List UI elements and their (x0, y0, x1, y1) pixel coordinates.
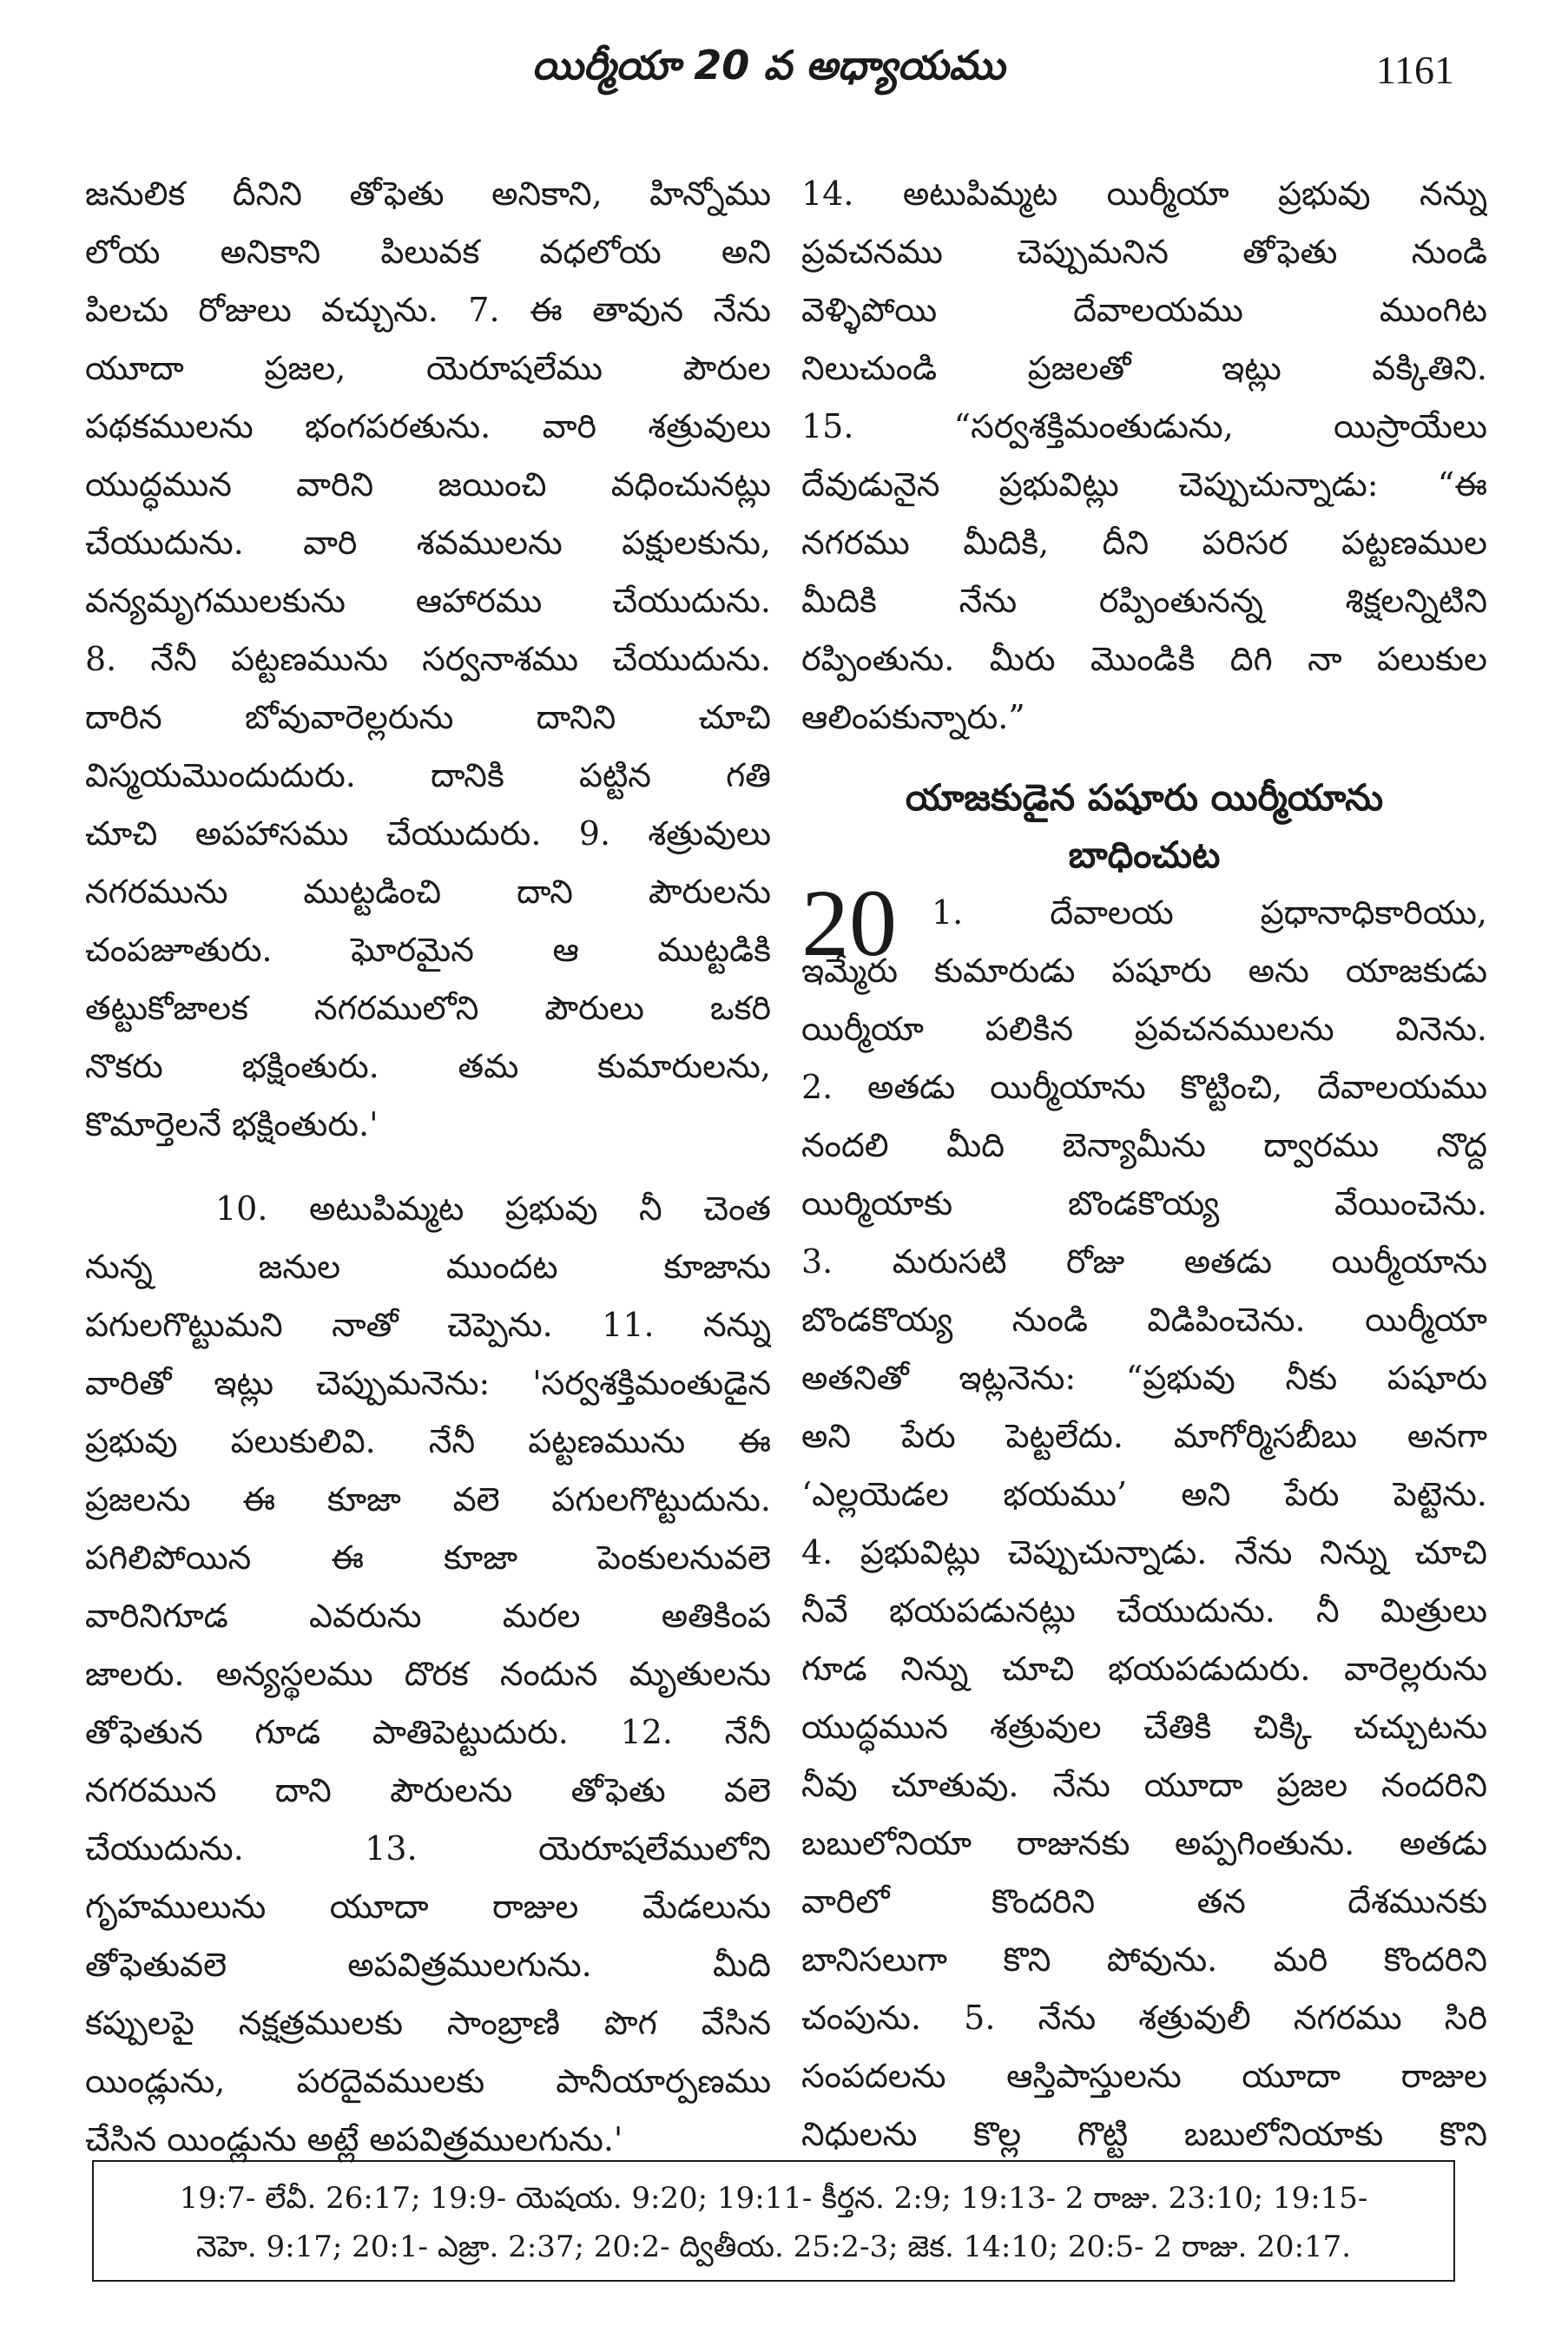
paragraph-gap (85, 1154, 771, 1180)
text-line: సంపదలను ఆస్తిపాస్తులను యూదా రాజుల (801, 2057, 1487, 2095)
text-line: 4. ప్రభువిట్లు చెప్పుచున్నాడు. నేను నిన్ను చూచి (801, 1533, 1487, 1571)
text-line: పథకములను భంగపరతును. వారి శత్రువులు (85, 407, 771, 445)
text-line: అని పేరు పెట్టలేదు. మాగోర్మిసబీబు అనగా (801, 1417, 1487, 1455)
chapter-number: 20 (801, 870, 897, 976)
text-line: యిర్మియాకు బొండకొయ్య వేయించెను. (801, 1184, 1487, 1222)
text-line: నీవు చూతువు. నేను యూదా ప్రజల నందరిని (801, 1766, 1487, 1804)
cross-reference-line: 19:7- లేవీ. 26:17; 19:9- యెషయ. 9:20; 19:11- కీర్తన. 2:9; 19:13- 2 రాజు. 23:10; 19:15- (179, 2181, 1368, 2216)
chapter-start (801, 870, 1487, 2164)
text-line: తట్టుకోజాలక నగరములోని పౌరులు ఒకరి (85, 989, 771, 1027)
text-line: రప్పింతును. మీరు మొండికి దిగి నా పలుకుల (801, 640, 1487, 678)
page-header (82, 42, 1454, 111)
text-line: వారినిగూడ ఎవరును మరల అతికింప (85, 1597, 771, 1635)
text-line: జనులిక దీనిని తోఫెతు అనికాని, హిన్నోము (85, 175, 771, 213)
text-line: మీదికి నేను రప్పింతునన్న శిక్షలన్నిటిని (801, 582, 1487, 620)
text-line: గూడ నిన్ను చూచి భయపడుదురు. వారెల్లరును (801, 1650, 1487, 1688)
text-line: కప్పులపై నక్షత్రములకు సాంబ్రాణి పొగ వేసిన (85, 2004, 771, 2042)
text-line: నిధులను కొల్ల గొట్టి బబులోనియాకు కొని (801, 2115, 1487, 2153)
text-line: చంపజూతురు. ఘోరమైన ఆ ముట్టడికి (85, 931, 771, 969)
text-line: నున్న జనుల ముందట కూజాను (85, 1248, 771, 1286)
text-line: నగరము మీదికి, దీని పరిసర పట్టణముల (801, 524, 1487, 562)
text-line: చేయుదును. వారి శవములను పక్షులకును, (85, 524, 771, 562)
text-line: 10. అటుపిమ్మట ప్రభువు నీ చెంత (215, 1189, 771, 1228)
text-line: 14. అటుపిమ్మట యిర్మీయా ప్రభువు నన్ను (801, 175, 1487, 213)
text-line: కొమార్తెలనే భక్షింతురు.' (85, 1105, 379, 1143)
running-title: యిర్మీయా 20 వ అధ్యాయము (531, 42, 1005, 89)
text-line: 15. “సర్వశక్తిమంతుడును, యిస్రాయేలు (801, 407, 1487, 445)
text-line: వారిలో కొందరిని తన దేశమునకు (801, 1882, 1487, 1920)
text-line: గృహములును యూదా రాజుల మేడలును (85, 1888, 771, 1926)
text-line: చేసిన యిండ్లును అట్లే అపవిత్రములగును.' (85, 2120, 623, 2158)
text-line: ప్రభువు పలుకులివి. నేనీ పట్టణమును ఈ (85, 1422, 771, 1460)
text-line: ప్రవచనము చెప్పుమనిన తోఫెతు నుండి (801, 233, 1487, 271)
paragraph (801, 165, 1487, 747)
text-line: ప్రజలను ఈ కూజా వలె పగులగొట్టుదును. (85, 1480, 771, 1519)
left-column (85, 165, 771, 2169)
text-line: వన్యమృగములకును ఆహారము చేయుదును. (85, 582, 771, 620)
right-column (801, 165, 1487, 2164)
text-line: చేయుదును. 13. యెరూషలేములోని (85, 1829, 771, 1868)
text-line: బానిసలుగా కొని పోవును. మరి కొందరిని (801, 1940, 1487, 1979)
text-line: పగిలిపోయిన ఈ కూజా పెంకులనువలె (85, 1538, 771, 1577)
text-line: యుద్ధమున శత్రువుల చేతికి చిక్కి చచ్చుటను (801, 1708, 1487, 1746)
text-line: 1. దేవాలయ ప్రధానాధికారియు, (932, 893, 1487, 932)
text-line: నొకరు భక్షింతురు. తమ కుమారులను, (85, 1047, 771, 1085)
text-line: చూచి అపహాసము చేయుదురు. 9. శత్రువులు (85, 814, 771, 853)
text-line: బబులోనియా రాజునకు అప్పగింతును. అతడు (801, 1824, 1487, 1862)
text-line: పిలచు రోజులు వచ్చును. 7. ఈ తావున నేను (85, 291, 771, 329)
text-line: విస్మయమొందుదురు. దానికి పట్టిన గతి (85, 756, 771, 794)
text-line: దేవుడునైన ప్రభువిట్లు చెప్పుచున్నాడు: “ఈ (801, 465, 1487, 504)
text-line: ఇమ్మేరు కుమారుడు పషూరు అను యాజకుడు (801, 952, 1487, 990)
paragraph (85, 165, 771, 1154)
text-line: ‘ఎల్లయెడల భయము’ అని పేరు పెట్టెను. (801, 1475, 1487, 1513)
text-line: తోఫెతువలె అపవిత్రములగును. మీది (85, 1946, 771, 1984)
text-line: దారిన బోవువారెల్లరును దానిని చూచి (85, 698, 771, 736)
text-line: పగులగొట్టుమని నాతో చెప్పెను. 11. నన్ను (85, 1306, 771, 1344)
text-line: యిండ్లును, పరదైవములకు పానీయార్పణము (85, 2062, 771, 2100)
text-line: ఆలింపకున్నారు.” (801, 698, 1025, 736)
text-line: చంపును. 5. నేను శత్రువులీ నగరము సిరి (801, 1999, 1487, 2037)
text-line: యూదా ప్రజల, యెరూషలేము పౌరుల (85, 349, 771, 387)
text-line: నగరమును ముట్టడించి దాని పౌరులను (85, 873, 771, 911)
section-heading-line-2: బాధించుట (1068, 833, 1221, 876)
text-line: వెళ్ళిపోయి దేవాలయము ముంగిట (801, 291, 1487, 329)
text-line: నందలి మీది బెన్యామీను ద్వారము నొద్ద (801, 1126, 1487, 1164)
text-line: యిర్మీయా పలికిన ప్రవచనములను వినెను. (801, 1010, 1487, 1048)
page-number: 1161 (1375, 48, 1454, 92)
text-line: తోఫెతున గూడ పాతిపెట్టుదురు. 12. నేనీ (85, 1713, 771, 1751)
cross-reference-line: నెహె. 9:17; 20:1- ఎజ్రా. 2:37; 20:2- ద్వితీయ. 25:2-3; జెక. 14:10; 20:5- 2 రాజు. 20:17. (195, 2230, 1352, 2264)
text-line: 8. నేనీ పట్టణమును సర్వనాశము చేయుదును. (85, 640, 771, 678)
text-line: జాలరు. అన్యస్థలము దొరక నందున మృతులను (85, 1655, 771, 1693)
text-line: అతనితో ఇట్లనెను: “ప్రభువు నీకు పషూరు (801, 1359, 1487, 1397)
text-line: వారితో ఇట్లు చెప్పుమనెను: 'సర్వశక్తిమంతుడైన (85, 1364, 771, 1402)
text-line: నీవే భయపడునట్లు చేయుదును. నీ మిత్రులు (801, 1591, 1487, 1630)
text-line: 2. అతడు యిర్మీయాను కొట్టించి, దేవాలయము (801, 1068, 1487, 1106)
cross-reference-box (92, 2160, 1455, 2282)
text-line: 3. మరుసటి రోజు అతడు యిర్మీయాను (801, 1242, 1487, 1281)
text-line: నగరమున దాని పౌరులను తోఫెతు వలె (85, 1771, 771, 1809)
paragraph (85, 1180, 771, 2169)
section-heading: యాజకుడైన పషూరు యిర్మీయాను (905, 776, 1384, 819)
text-line: యుద్ధమున వారిని జయించి వధించునట్లు (85, 465, 771, 504)
text-line: లోయ అనికాని పిలువక వధలోయ అని (85, 233, 771, 271)
text-line: బొండకొయ్య నుండి విడిపించెను. యిర్మీయా (801, 1301, 1487, 1339)
text-line: నిలుచుండి ప్రజలతో ఇట్లు వక్కితిని. (801, 349, 1487, 387)
